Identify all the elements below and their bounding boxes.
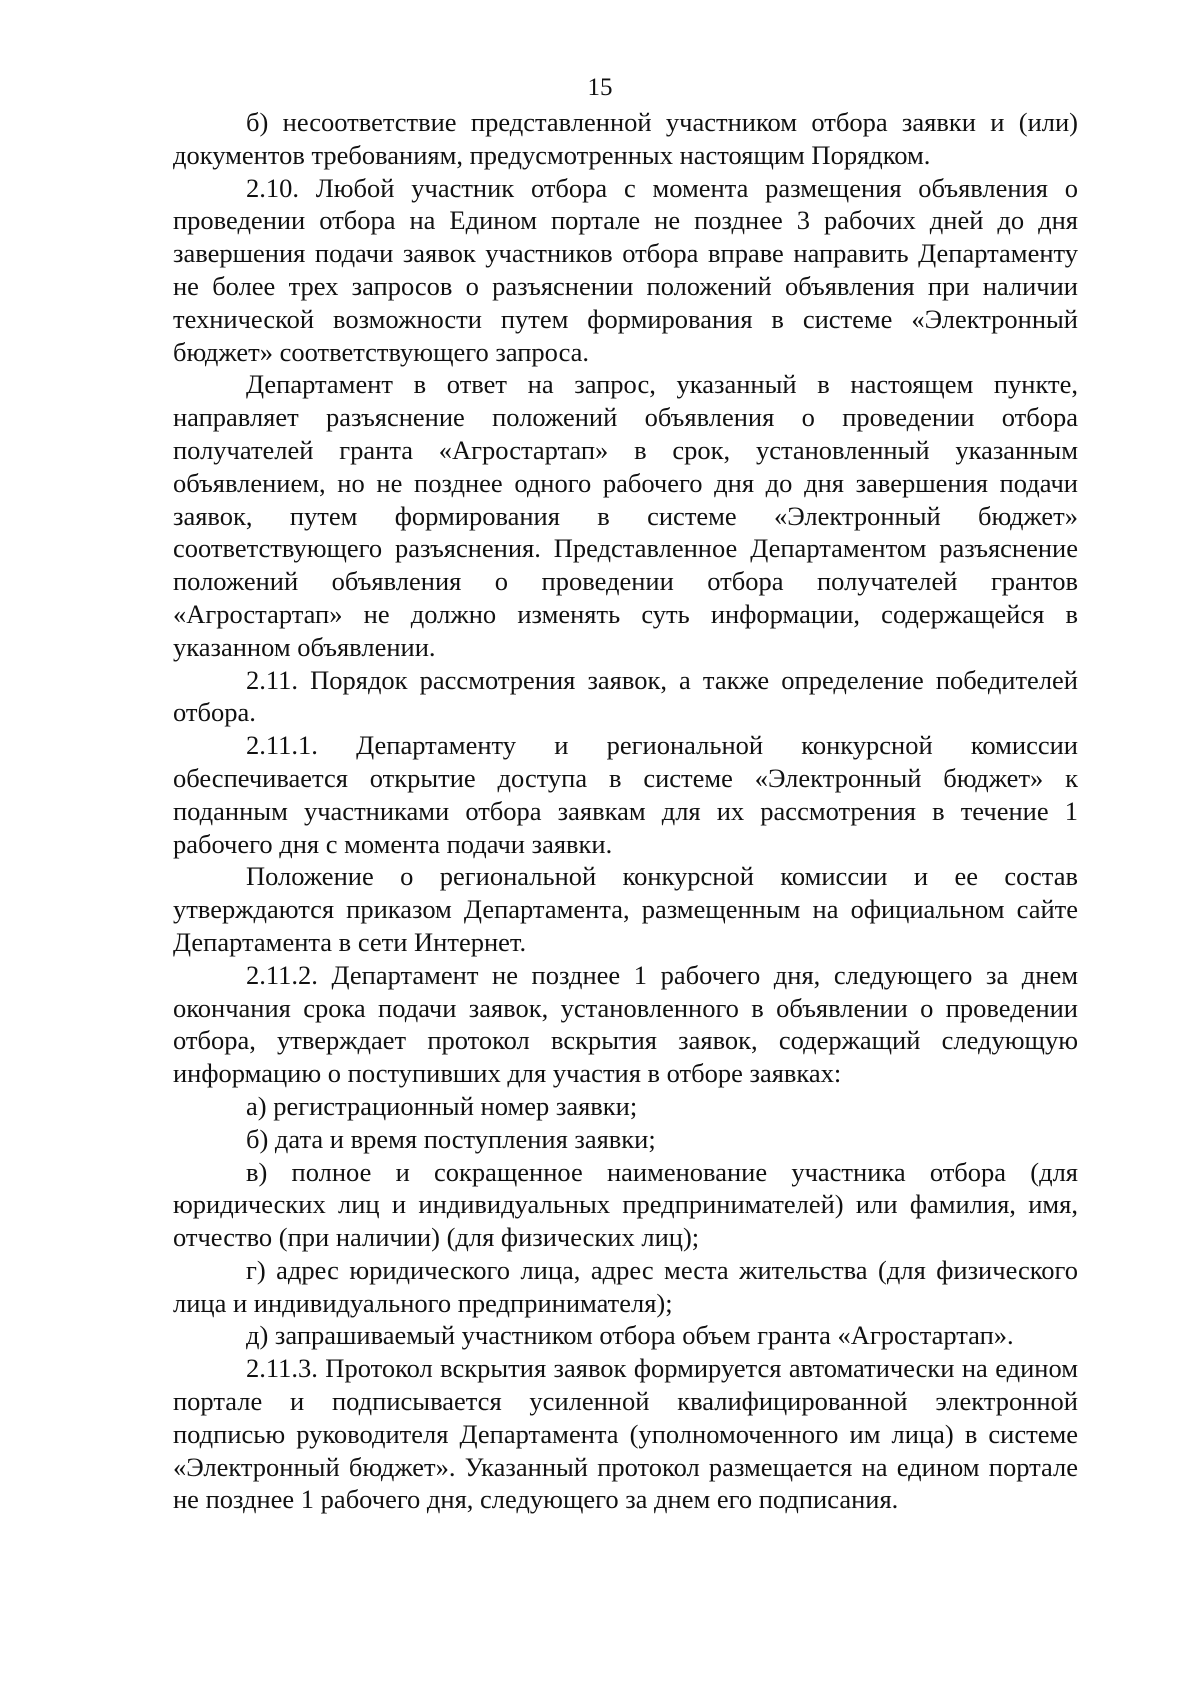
list-item-a-registration-number: а) регистрационный номер заявки; — [246, 1090, 638, 1121]
paragraph-commission-regulation: Положение о региональной конкурсной комиссии и ее состав утверждаются приказом Департамента, размещенным на официальном сайте Департамента в сети Интернет. — [173, 861, 1078, 957]
paragraph-2-11-3: 2.11.3. Протокол вскрытия заявок формируется автоматически на едином портале и подписывается усиленной квалифицированной электронной подписью руководителя Департамента (уполномоченного им лица) в системе «Электронный бюджет». Указанный протокол размещается на едином портале не позднее 1 рабочего дня, следующего за днем его подписания. — [173, 1353, 1078, 1515]
paragraph-2-11-2: 2.11.2. Департамент не позднее 1 рабочего дня, следующего за днем окончания срока подачи заявок, установленного в объявлении о проведении отбора, утверждает протокол вскрытия заявок, содержащий следующую информацию о поступивших для участия в отборе заявках: — [173, 959, 1078, 1089]
list-item-v-participant-name: в) полное и сокращенное наименование участника отбора (для юридических лиц и индивидуальных предпринимателей) или фамилия, имя, отчество (при наличии) (для физических лиц); — [173, 1156, 1078, 1253]
paragraph-department-response: Департамент в ответ на запрос, указанный в настоящем пункте, направляет разъяснение положений объявления о проведении отбора получателей гранта «Агростартап» в срок, установленный указанным объявлением, но не позднее одного рабочего дня до дня завершения подачи заявок, путем формирования в системе «Электронный бюджет» соответствующего разъяснения. Представленное Департаментом разъяснение положений объявления о проведении отбора получателей грантов «Агростартап» не должно изменять суть информации, содержащейся в указанном объявлении. — [173, 369, 1078, 662]
list-item-g-address: г) адрес юридического лица, адрес места жительства (для физического лица и индивидуального предпринимателя); — [173, 1254, 1078, 1318]
paragraph-item-b-nonconformity: б) несоответствие представленной участником отбора заявки и (или) документов требованиям, предусмотренных настоящим Порядком. — [173, 107, 1078, 170]
paragraph-2-11: 2.11. Порядок рассмотрения заявок, а также определение победителей отбора. — [173, 664, 1078, 728]
page-number: 15 — [587, 74, 613, 101]
paragraph-2-11-1: 2.11.1. Департаменту и региональной конкурсной комиссии обеспечивается открытие доступа в системе «Электронный бюджет» к поданным участниками отбора заявкам для их рассмотрения в течение 1 рабочего дня с момента подачи заявки. — [173, 730, 1078, 859]
list-item-d-grant-amount: д) запрашиваемый участником отбора объем гранта «Агростартап». — [246, 1320, 1014, 1351]
list-item-b-date-time: б) дата и время поступления заявки; — [246, 1123, 656, 1154]
paragraph-2-10: 2.10. Любой участник отбора с момента размещения объявления о проведении отбора на Едином портале не позднее 3 рабочих дней до дня завершения подачи заявок участников отбора вправе направить Департаменту не более трех запросов о разъяснении положений объявления при наличии технической возможности путем формирования в системе «Электронный бюджет» соответствующего запроса. — [173, 172, 1078, 367]
document-body — [173, 106, 1078, 1516]
